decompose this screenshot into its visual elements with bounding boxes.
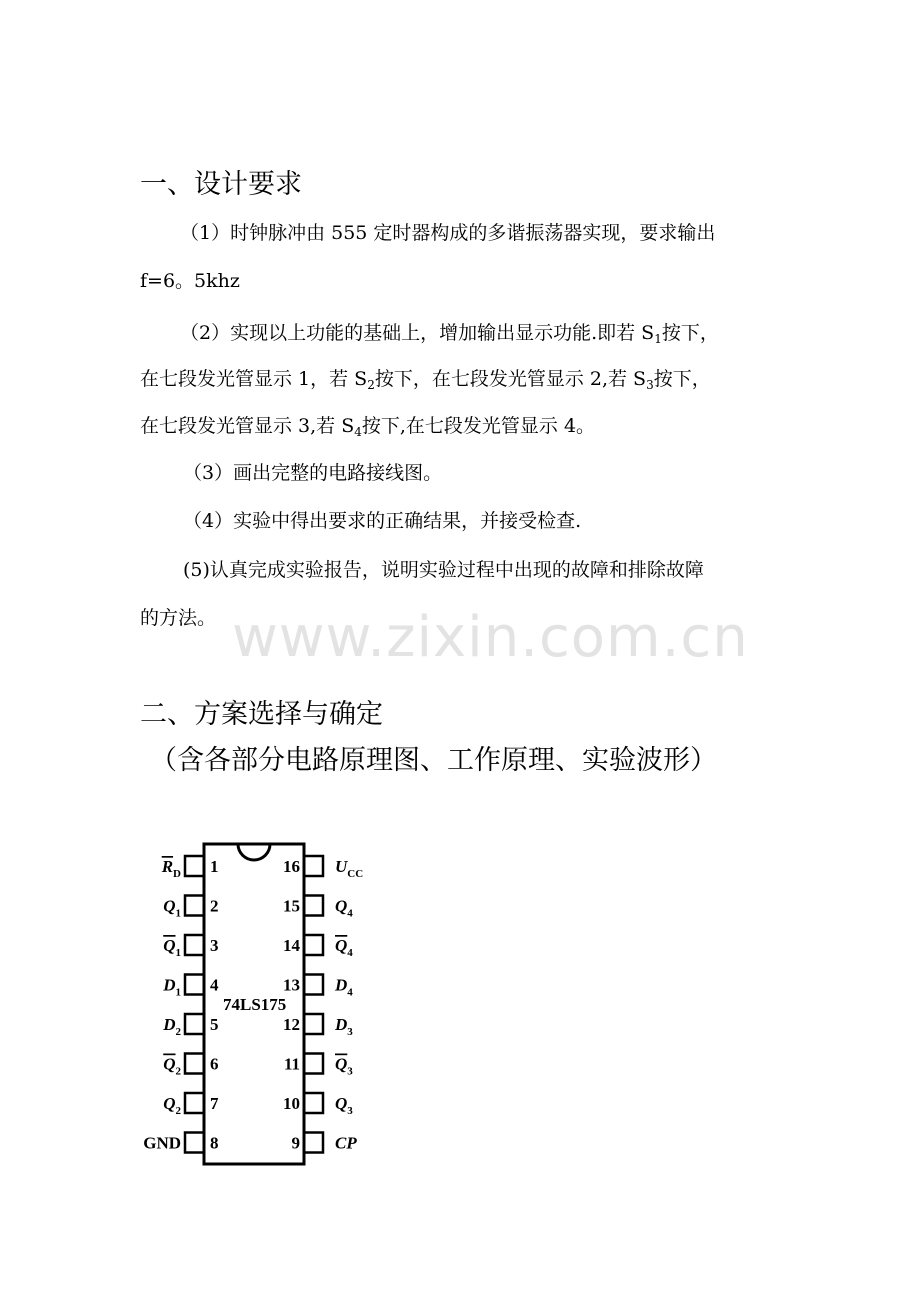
right-pin-number-13: 13 (283, 975, 300, 995)
right-pin-label-12: $D_3$ (335, 1015, 353, 1038)
item5-line2: 的方法。 (140, 607, 217, 629)
right-pin-label-15: $Q_4$ (335, 896, 353, 920)
left-pin-box-2 (185, 896, 204, 916)
right-pin-label-16: $U_{CC}$ (335, 857, 364, 880)
right-pin-box-12 (304, 1014, 323, 1034)
ic-74ls175-pinout (136, 838, 376, 1182)
right-pin-number-11: 11 (283, 1054, 300, 1074)
right-pin-box-16 (304, 856, 323, 876)
right-pin-label-13: $D_4$ (335, 975, 353, 999)
item5-line1: (5)认真完成实验报告，说明实验过程中出现的故障和排除故障 (183, 559, 704, 581)
left-pin-box-6 (185, 1054, 204, 1074)
left-pin-box-4 (185, 975, 204, 995)
ic-diagram-svg (136, 838, 376, 1178)
right-pin-box-15 (304, 896, 323, 916)
left-pin-number-6: 6 (210, 1054, 219, 1074)
left-pin-number-5: 5 (210, 1015, 219, 1034)
watermark: www.zixin.com.cn (232, 605, 749, 670)
right-pin-number-15: 15 (283, 896, 300, 916)
left-pin-label-6: $Q_2$ (163, 1054, 181, 1078)
item1-line1: （1）时钟脉冲由 555 定时器构成的多谐振荡器实现，要求输出 (180, 222, 716, 244)
item3: （3）画出完整的电路接线图。 (183, 462, 443, 484)
left-pin-box-3 (185, 935, 204, 955)
right-pin-label-14: $Q_4$ (335, 936, 353, 959)
left-pin-box-5 (185, 1014, 204, 1034)
item2-line3: 在七段发光管显示 3,若 $S_4$按下,在七段发光管显示 4。 (140, 415, 596, 439)
right-pin-box-10 (304, 1093, 323, 1113)
left-pin-number-2: 2 (210, 896, 219, 916)
item2-line2: 在七段发光管显示 1，若 $S_2$按下，在七段发光管显示 2,若 $S_3$按下， (140, 368, 711, 392)
left-pin-label-3: $Q_1$ (163, 936, 181, 959)
left-pin-label-1: $R_D$ (161, 857, 181, 880)
left-pin-label-2: $Q_1$ (163, 896, 181, 920)
right-pin-box-9 (304, 1133, 323, 1153)
right-pin-box-11 (304, 1054, 323, 1074)
right-pin-box-14 (304, 935, 323, 955)
ic-chip-name: 74LS175 (223, 995, 287, 1014)
item4: （4）实验中得出要求的正确结果，并接受检查. (183, 510, 582, 532)
right-pin-number-12: 12 (283, 1015, 300, 1034)
left-pin-number-8: 8 (210, 1133, 219, 1153)
left-pin-box-8 (185, 1133, 204, 1153)
right-pin-label-10: $Q_3$ (335, 1094, 353, 1117)
left-pin-label-4: $D_1$ (163, 975, 181, 999)
right-pin-label-11: $Q_3$ (335, 1054, 353, 1078)
right-pin-box-13 (304, 975, 323, 995)
item2-line1: （2）实现以上功能的基础上，增加输出显示功能.即若 $S_1$按下， (180, 322, 719, 346)
left-pin-number-1: 1 (210, 857, 219, 876)
section1-title: 一、设计要求 (140, 169, 302, 200)
right-pin-number-10: 10 (283, 1094, 300, 1113)
left-pin-number-3: 3 (210, 936, 219, 955)
left-pin-number-7: 7 (210, 1094, 219, 1113)
section2-title: 二、方案选择与确定 (140, 699, 383, 730)
right-pin-number-9: 9 (291, 1133, 300, 1153)
left-pin-number-4: 4 (210, 975, 219, 995)
section2-subtitle: （含各部分电路原理图、工作原理、实验波形） (150, 745, 717, 776)
left-pin-label-5: $D_2$ (163, 1015, 181, 1038)
right-pin-number-14: 14 (283, 936, 300, 955)
right-pin-label-9: CP (335, 1133, 357, 1153)
ic-notch (238, 844, 270, 860)
item1-line2: f=6。5khz (140, 270, 240, 292)
left-pin-box-1 (185, 856, 204, 876)
left-pin-label-8: GND (143, 1133, 181, 1153)
left-pin-label-7: $Q_2$ (163, 1094, 181, 1117)
left-pin-box-7 (185, 1093, 204, 1113)
right-pin-number-16: 16 (283, 857, 300, 876)
